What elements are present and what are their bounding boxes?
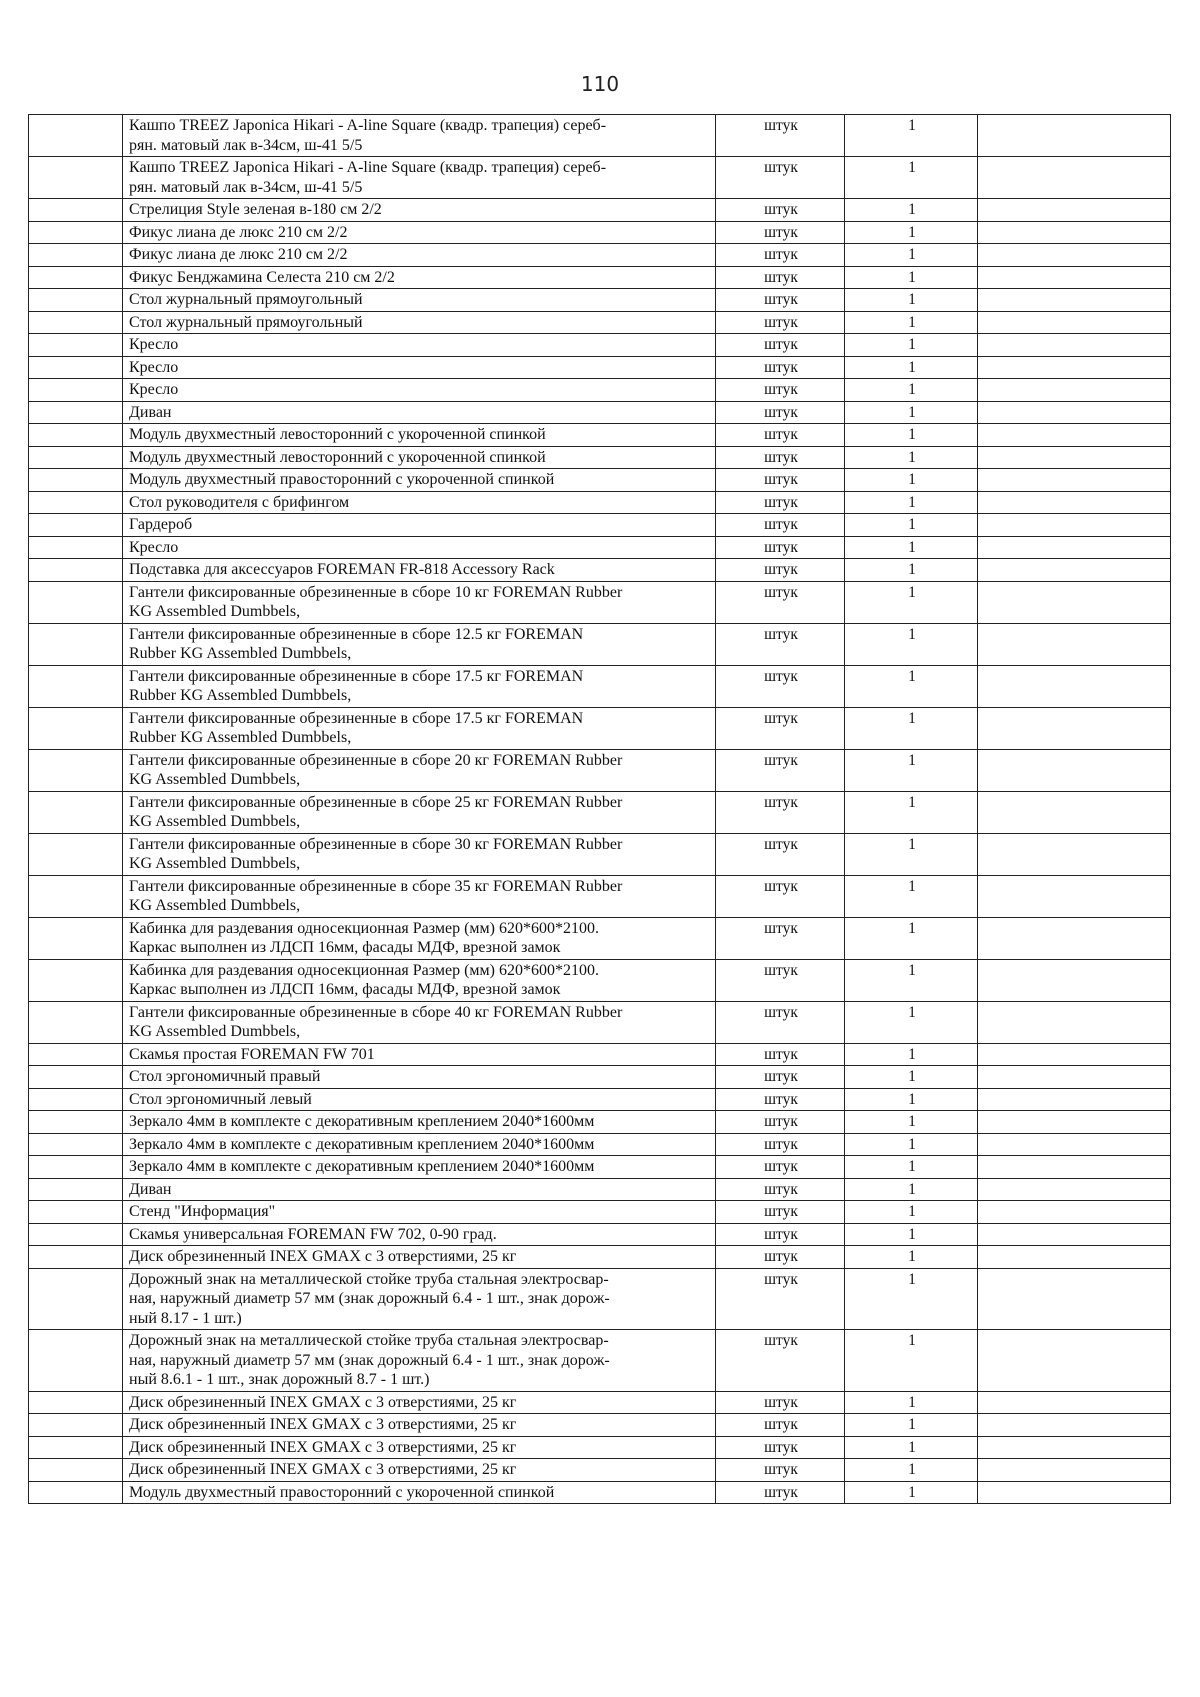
- table-row: [29, 833, 1171, 875]
- item-quantity-cell: 1: [845, 221, 978, 244]
- table-row: [29, 424, 1171, 447]
- table-row: [29, 221, 1171, 244]
- table-row: [29, 1066, 1171, 1089]
- row-number-cell: [29, 356, 123, 379]
- table-row: [29, 707, 1171, 749]
- item-quantity-cell: 1: [845, 491, 978, 514]
- table-row: [29, 1268, 1171, 1330]
- item-unit-cell: штук: [716, 1481, 845, 1504]
- item-quantity-cell: 1: [845, 1330, 978, 1392]
- item-unit-cell: штук: [716, 749, 845, 791]
- item-quantity-cell: 1: [845, 833, 978, 875]
- item-unit-cell: штук: [716, 469, 845, 492]
- note-cell: [978, 221, 1171, 244]
- item-name-cell: Дорожный знак на металлической стойке труба стальная электросвар- ная, наружный диаметр 57 мм (знак дорожный 6.4 - 1 шт., знак дорож- ный 8.17 - 1 шт.): [123, 1268, 716, 1330]
- note-cell: [978, 1111, 1171, 1134]
- note-cell: [978, 1459, 1171, 1482]
- item-name-cell: Модуль двухместный левосторонний с укороченной спинкой: [123, 424, 716, 447]
- note-cell: [978, 791, 1171, 833]
- table-row: [29, 356, 1171, 379]
- table-row: [29, 791, 1171, 833]
- note-cell: [978, 623, 1171, 665]
- item-name-cell: Диск обрезиненный INEX GMAX с 3 отверстиями, 25 кг: [123, 1436, 716, 1459]
- item-unit-cell: штук: [716, 1268, 845, 1330]
- table-row: [29, 334, 1171, 357]
- table-row: [29, 1178, 1171, 1201]
- item-name-cell: Гантели фиксированные обрезиненные в сборе 25 кг FOREMAN Rubber KG Assembled Dumbbels,: [123, 791, 716, 833]
- item-unit-cell: штук: [716, 1156, 845, 1179]
- table-row: [29, 1043, 1171, 1066]
- table-row: [29, 1088, 1171, 1111]
- table-row: [29, 875, 1171, 917]
- item-name-cell: Гантели фиксированные обрезиненные в сборе 10 кг FOREMAN Rubber KG Assembled Dumbbels,: [123, 581, 716, 623]
- note-cell: [978, 401, 1171, 424]
- item-unit-cell: штук: [716, 1330, 845, 1392]
- item-quantity-cell: 1: [845, 1268, 978, 1330]
- table-row: [29, 289, 1171, 312]
- table-row: [29, 917, 1171, 959]
- item-quantity-cell: 1: [845, 1043, 978, 1066]
- item-quantity-cell: 1: [845, 581, 978, 623]
- note-cell: [978, 1178, 1171, 1201]
- item-quantity-cell: 1: [845, 791, 978, 833]
- table-row: [29, 536, 1171, 559]
- row-number-cell: [29, 833, 123, 875]
- row-number-cell: [29, 1043, 123, 1066]
- row-number-cell: [29, 707, 123, 749]
- row-number-cell: [29, 875, 123, 917]
- row-number-cell: [29, 334, 123, 357]
- row-number-cell: [29, 959, 123, 1001]
- item-unit-cell: штук: [716, 266, 845, 289]
- item-unit-cell: штук: [716, 311, 845, 334]
- item-unit-cell: штук: [716, 115, 845, 157]
- row-number-cell: [29, 514, 123, 537]
- item-unit-cell: штук: [716, 446, 845, 469]
- note-cell: [978, 1043, 1171, 1066]
- item-name-cell: Гантели фиксированные обрезиненные в сборе 30 кг FOREMAN Rubber KG Assembled Dumbbels,: [123, 833, 716, 875]
- item-unit-cell: штук: [716, 1001, 845, 1043]
- item-quantity-cell: 1: [845, 665, 978, 707]
- item-quantity-cell: 1: [845, 424, 978, 447]
- note-cell: [978, 469, 1171, 492]
- item-quantity-cell: 1: [845, 1001, 978, 1043]
- note-cell: [978, 334, 1171, 357]
- item-quantity-cell: 1: [845, 157, 978, 199]
- row-number-cell: [29, 1268, 123, 1330]
- table-row: [29, 1246, 1171, 1269]
- row-number-cell: [29, 581, 123, 623]
- table-row: [29, 115, 1171, 157]
- row-number-cell: [29, 665, 123, 707]
- item-quantity-cell: 1: [845, 289, 978, 312]
- item-unit-cell: штук: [716, 1133, 845, 1156]
- item-name-cell: Модуль двухместный левосторонний с укороченной спинкой: [123, 446, 716, 469]
- item-quantity-cell: 1: [845, 536, 978, 559]
- note-cell: [978, 1066, 1171, 1089]
- note-cell: [978, 199, 1171, 222]
- note-cell: [978, 1481, 1171, 1504]
- item-unit-cell: штук: [716, 1088, 845, 1111]
- item-name-cell: Гардероб: [123, 514, 716, 537]
- note-cell: [978, 959, 1171, 1001]
- row-number-cell: [29, 1201, 123, 1224]
- note-cell: [978, 446, 1171, 469]
- table-row: [29, 623, 1171, 665]
- row-number-cell: [29, 917, 123, 959]
- item-unit-cell: штук: [716, 623, 845, 665]
- item-name-cell: Стрелиция Style зеленая в-180 см 2/2: [123, 199, 716, 222]
- item-name-cell: Фикус лиана де люкс 210 см 2/2: [123, 221, 716, 244]
- note-cell: [978, 707, 1171, 749]
- item-unit-cell: штук: [716, 221, 845, 244]
- row-number-cell: [29, 1246, 123, 1269]
- item-quantity-cell: 1: [845, 623, 978, 665]
- table-row: [29, 959, 1171, 1001]
- note-cell: [978, 424, 1171, 447]
- item-unit-cell: штук: [716, 334, 845, 357]
- row-number-cell: [29, 1156, 123, 1179]
- note-cell: [978, 311, 1171, 334]
- item-unit-cell: штук: [716, 1391, 845, 1414]
- item-unit-cell: штук: [716, 1436, 845, 1459]
- note-cell: [978, 1201, 1171, 1224]
- row-number-cell: [29, 1111, 123, 1134]
- item-unit-cell: штук: [716, 1043, 845, 1066]
- row-number-cell: [29, 1178, 123, 1201]
- item-name-cell: Зеркало 4мм в комплекте с декоративным креплением 2040*1600мм: [123, 1156, 716, 1179]
- table-row: [29, 401, 1171, 424]
- row-number-cell: [29, 221, 123, 244]
- item-name-cell: Кабинка для раздевания односекционная Размер (мм) 620*600*2100. Каркас выполнен из ЛДСП 16мм, фасады МДФ, врезной замок: [123, 959, 716, 1001]
- item-quantity-cell: 1: [845, 379, 978, 402]
- item-quantity-cell: 1: [845, 1066, 978, 1089]
- table-row: [29, 491, 1171, 514]
- item-quantity-cell: 1: [845, 749, 978, 791]
- item-name-cell: Кашпо TREEZ Japonica Hikari - A-line Square (квадр. трапеция) сереб- рян. матовый лак в-34см, ш-41 5/5: [123, 115, 716, 157]
- row-number-cell: [29, 1459, 123, 1482]
- note-cell: [978, 875, 1171, 917]
- note-cell: [978, 514, 1171, 537]
- row-number-cell: [29, 199, 123, 222]
- item-name-cell: Зеркало 4мм в комплекте с декоративным креплением 2040*1600мм: [123, 1111, 716, 1134]
- item-name-cell: Диск обрезиненный INEX GMAX с 3 отверстиями, 25 кг: [123, 1246, 716, 1269]
- table-row: [29, 1330, 1171, 1392]
- row-number-cell: [29, 244, 123, 267]
- item-unit-cell: штук: [716, 665, 845, 707]
- item-name-cell: Фикус лиана де люкс 210 см 2/2: [123, 244, 716, 267]
- items-table-body: [29, 115, 1171, 1504]
- item-quantity-cell: 1: [845, 1111, 978, 1134]
- note-cell: [978, 1330, 1171, 1392]
- item-name-cell: Гантели фиксированные обрезиненные в сборе 35 кг FOREMAN Rubber KG Assembled Dumbbels,: [123, 875, 716, 917]
- row-number-cell: [29, 115, 123, 157]
- note-cell: [978, 1133, 1171, 1156]
- item-unit-cell: штук: [716, 959, 845, 1001]
- item-quantity-cell: 1: [845, 1178, 978, 1201]
- table-row: [29, 581, 1171, 623]
- row-number-cell: [29, 1330, 123, 1392]
- item-unit-cell: штук: [716, 244, 845, 267]
- row-number-cell: [29, 623, 123, 665]
- row-number-cell: [29, 1391, 123, 1414]
- item-quantity-cell: 1: [845, 1391, 978, 1414]
- item-name-cell: Кресло: [123, 356, 716, 379]
- item-name-cell: Кабинка для раздевания односекционная Размер (мм) 620*600*2100. Каркас выполнен из ЛДСП 16мм, фасады МДФ, врезной замок: [123, 917, 716, 959]
- item-unit-cell: штук: [716, 424, 845, 447]
- item-quantity-cell: 1: [845, 1481, 978, 1504]
- row-number-cell: [29, 1001, 123, 1043]
- table-row: [29, 469, 1171, 492]
- item-name-cell: Стол эргономичный левый: [123, 1088, 716, 1111]
- table-row: [29, 1223, 1171, 1246]
- item-quantity-cell: 1: [845, 401, 978, 424]
- note-cell: [978, 1223, 1171, 1246]
- note-cell: [978, 1391, 1171, 1414]
- note-cell: [978, 491, 1171, 514]
- row-number-cell: [29, 424, 123, 447]
- table-row: [29, 514, 1171, 537]
- item-name-cell: Кашпо TREEZ Japonica Hikari - A-line Square (квадр. трапеция) сереб- рян. матовый лак в-34см, ш-41 5/5: [123, 157, 716, 199]
- note-cell: [978, 289, 1171, 312]
- row-number-cell: [29, 749, 123, 791]
- row-number-cell: [29, 1481, 123, 1504]
- item-name-cell: Кресло: [123, 536, 716, 559]
- item-quantity-cell: 1: [845, 959, 978, 1001]
- row-number-cell: [29, 1414, 123, 1437]
- table-row: [29, 379, 1171, 402]
- item-name-cell: Стол руководителя с брифингом: [123, 491, 716, 514]
- item-unit-cell: штук: [716, 401, 845, 424]
- table-row: [29, 1001, 1171, 1043]
- item-unit-cell: штук: [716, 157, 845, 199]
- item-name-cell: Гантели фиксированные обрезиненные в сборе 17.5 кг FOREMAN Rubber KG Assembled Dumbbels,: [123, 665, 716, 707]
- item-quantity-cell: 1: [845, 917, 978, 959]
- item-quantity-cell: 1: [845, 1436, 978, 1459]
- item-name-cell: Кресло: [123, 334, 716, 357]
- table-row: [29, 1201, 1171, 1224]
- row-number-cell: [29, 1066, 123, 1089]
- item-name-cell: Дорожный знак на металлической стойке труба стальная электросвар- ная, наружный диаметр 57 мм (знак дорожный 6.4 - 1 шт., знак дорож- ный 8.6.1 - 1 шт., знак дорожный 8.7 - 1 шт.): [123, 1330, 716, 1392]
- item-quantity-cell: 1: [845, 707, 978, 749]
- item-quantity-cell: 1: [845, 244, 978, 267]
- row-number-cell: [29, 266, 123, 289]
- note-cell: [978, 559, 1171, 582]
- item-unit-cell: штук: [716, 917, 845, 959]
- item-unit-cell: штук: [716, 289, 845, 312]
- item-unit-cell: штук: [716, 1111, 845, 1134]
- note-cell: [978, 115, 1171, 157]
- item-quantity-cell: 1: [845, 446, 978, 469]
- row-number-cell: [29, 1436, 123, 1459]
- item-quantity-cell: 1: [845, 1133, 978, 1156]
- table-row: [29, 1414, 1171, 1437]
- row-number-cell: [29, 1088, 123, 1111]
- note-cell: [978, 581, 1171, 623]
- item-quantity-cell: 1: [845, 514, 978, 537]
- item-quantity-cell: 1: [845, 1459, 978, 1482]
- item-name-cell: Гантели фиксированные обрезиненные в сборе 20 кг FOREMAN Rubber KG Assembled Dumbbels,: [123, 749, 716, 791]
- item-quantity-cell: 1: [845, 559, 978, 582]
- item-quantity-cell: 1: [845, 266, 978, 289]
- item-quantity-cell: 1: [845, 1246, 978, 1269]
- item-quantity-cell: 1: [845, 1201, 978, 1224]
- item-unit-cell: штук: [716, 559, 845, 582]
- item-quantity-cell: 1: [845, 1088, 978, 1111]
- item-unit-cell: штук: [716, 491, 845, 514]
- item-quantity-cell: 1: [845, 1414, 978, 1437]
- item-quantity-cell: 1: [845, 1156, 978, 1179]
- item-unit-cell: штук: [716, 1201, 845, 1224]
- item-unit-cell: штук: [716, 356, 845, 379]
- item-quantity-cell: 1: [845, 356, 978, 379]
- table-row: [29, 157, 1171, 199]
- row-number-cell: [29, 469, 123, 492]
- table-row: [29, 665, 1171, 707]
- note-cell: [978, 1436, 1171, 1459]
- item-unit-cell: штук: [716, 1246, 845, 1269]
- table-row: [29, 1459, 1171, 1482]
- note-cell: [978, 157, 1171, 199]
- item-quantity-cell: 1: [845, 875, 978, 917]
- row-number-cell: [29, 536, 123, 559]
- row-number-cell: [29, 157, 123, 199]
- item-quantity-cell: 1: [845, 334, 978, 357]
- item-unit-cell: штук: [716, 536, 845, 559]
- item-name-cell: Скамья простая FOREMAN FW 701: [123, 1043, 716, 1066]
- item-name-cell: Диван: [123, 401, 716, 424]
- note-cell: [978, 1156, 1171, 1179]
- item-name-cell: Модуль двухместный правосторонний с укороченной спинкой: [123, 1481, 716, 1504]
- table-row: [29, 1133, 1171, 1156]
- item-name-cell: Стол эргономичный правый: [123, 1066, 716, 1089]
- note-cell: [978, 1414, 1171, 1437]
- note-cell: [978, 266, 1171, 289]
- note-cell: [978, 536, 1171, 559]
- item-name-cell: Гантели фиксированные обрезиненные в сборе 12.5 кг FOREMAN Rubber KG Assembled Dumbbels,: [123, 623, 716, 665]
- note-cell: [978, 665, 1171, 707]
- note-cell: [978, 379, 1171, 402]
- row-number-cell: [29, 1133, 123, 1156]
- item-name-cell: Диск обрезиненный INEX GMAX с 3 отверстиями, 25 кг: [123, 1391, 716, 1414]
- item-quantity-cell: 1: [845, 199, 978, 222]
- table-row: [29, 559, 1171, 582]
- items-table: [28, 114, 1171, 1504]
- item-name-cell: Диск обрезиненный INEX GMAX с 3 отверстиями, 25 кг: [123, 1414, 716, 1437]
- note-cell: [978, 1001, 1171, 1043]
- table-row: [29, 266, 1171, 289]
- item-name-cell: Стенд "Информация": [123, 1201, 716, 1224]
- item-name-cell: Гантели фиксированные обрезиненные в сборе 17.5 кг FOREMAN Rubber KG Assembled Dumbbels,: [123, 707, 716, 749]
- item-name-cell: Кресло: [123, 379, 716, 402]
- item-name-cell: Скамья универсальная FOREMAN FW 702, 0-90 град.: [123, 1223, 716, 1246]
- note-cell: [978, 749, 1171, 791]
- page-number: 110: [580, 72, 620, 96]
- note-cell: [978, 244, 1171, 267]
- item-unit-cell: штук: [716, 1414, 845, 1437]
- item-unit-cell: штук: [716, 1223, 845, 1246]
- table-row: [29, 244, 1171, 267]
- item-unit-cell: штук: [716, 833, 845, 875]
- item-unit-cell: штук: [716, 707, 845, 749]
- table-row: [29, 311, 1171, 334]
- item-unit-cell: штук: [716, 581, 845, 623]
- table-row: [29, 446, 1171, 469]
- table-row: [29, 199, 1171, 222]
- item-unit-cell: штук: [716, 875, 845, 917]
- item-unit-cell: штук: [716, 1459, 845, 1482]
- table-row: [29, 749, 1171, 791]
- item-name-cell: Гантели фиксированные обрезиненные в сборе 40 кг FOREMAN Rubber KG Assembled Dumbbels,: [123, 1001, 716, 1043]
- item-name-cell: Стол журнальный прямоугольный: [123, 311, 716, 334]
- item-quantity-cell: 1: [845, 115, 978, 157]
- item-name-cell: Стол журнальный прямоугольный: [123, 289, 716, 312]
- item-name-cell: Фикус Бенджамина Селеста 210 см 2/2: [123, 266, 716, 289]
- table-row: [29, 1436, 1171, 1459]
- item-unit-cell: штук: [716, 514, 845, 537]
- table-row: [29, 1391, 1171, 1414]
- row-number-cell: [29, 289, 123, 312]
- item-unit-cell: штук: [716, 1066, 845, 1089]
- item-name-cell: Подставка для аксессуаров FOREMAN FR-818 Accessory Rack: [123, 559, 716, 582]
- table-row: [29, 1481, 1171, 1504]
- item-name-cell: Диск обрезиненный INEX GMAX с 3 отверстиями, 25 кг: [123, 1459, 716, 1482]
- row-number-cell: [29, 791, 123, 833]
- item-unit-cell: штук: [716, 379, 845, 402]
- item-unit-cell: штук: [716, 1178, 845, 1201]
- note-cell: [978, 1268, 1171, 1330]
- row-number-cell: [29, 491, 123, 514]
- item-quantity-cell: 1: [845, 1223, 978, 1246]
- row-number-cell: [29, 559, 123, 582]
- row-number-cell: [29, 401, 123, 424]
- table-row: [29, 1156, 1171, 1179]
- row-number-cell: [29, 1223, 123, 1246]
- note-cell: [978, 833, 1171, 875]
- note-cell: [978, 1088, 1171, 1111]
- item-unit-cell: штук: [716, 791, 845, 833]
- row-number-cell: [29, 379, 123, 402]
- item-quantity-cell: 1: [845, 311, 978, 334]
- note-cell: [978, 356, 1171, 379]
- note-cell: [978, 917, 1171, 959]
- item-name-cell: Зеркало 4мм в комплекте с декоративным креплением 2040*1600мм: [123, 1133, 716, 1156]
- row-number-cell: [29, 311, 123, 334]
- note-cell: [978, 1246, 1171, 1269]
- item-name-cell: Модуль двухместный правосторонний с укороченной спинкой: [123, 469, 716, 492]
- item-quantity-cell: 1: [845, 469, 978, 492]
- item-unit-cell: штук: [716, 199, 845, 222]
- item-name-cell: Диван: [123, 1178, 716, 1201]
- table-row: [29, 1111, 1171, 1134]
- row-number-cell: [29, 446, 123, 469]
